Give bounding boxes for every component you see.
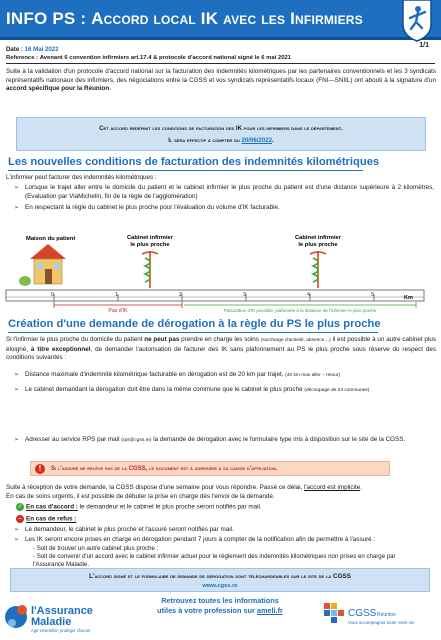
svg-text:l'Assurance: l'Assurance: [31, 605, 93, 617]
footer-info: Retrouvez toutes les informations utiles à votre profession sur ameli.fr: [157, 596, 283, 615]
bullet-same-commune: ➢ Le cabinet demandant la dérogation doit être dans la même commune que le cabinet le plus proche (découpage de 24 communes): [14, 386, 370, 393]
heading-underline: [8, 332, 378, 333]
distance-scale: [6, 290, 424, 301]
info-box-line2: Il sera effectif à compter du 20/06/2022.: [168, 137, 274, 144]
scale-unit: Km: [404, 295, 413, 301]
svg-text:Maladie: Maladie: [31, 616, 72, 628]
bullet-distance-rule: ➢ Lorsque le trajet aller entre le domicile du patient et le cabinet infirmier le plus proche du patient est d'une distance supérieure à 2 kilomètres, (Evaluation par ViaMichelin, fin de la règle de l'agglomération): [14, 184, 434, 200]
heading-underline: [8, 170, 363, 171]
bullet-max-distance: ➢ Distance maximale d'indemnité kilométrique facturable en dérogation est de 20 km par trajet, (40 km max aller – retour): [14, 371, 341, 378]
arrow-bullet-icon: ➢: [14, 527, 20, 533]
arrow-bullet-icon: ➢: [14, 437, 20, 443]
svg-text:CGSS: CGSS: [348, 608, 377, 619]
reference-line: Reference : Avenant 6 convention infirmiers art.17.4 & protocole d'accord national signé le 6 mai 2021: [6, 55, 292, 61]
assurance-maladie-logo: [4, 597, 134, 637]
cabinet1-label-line2: le plus proche: [130, 242, 170, 248]
option-other-cabinet: - Soit de trouver un autre cabinet plus proche ;: [33, 545, 159, 552]
response-delay-text: Suite à réception de votre demande, la CGSS dispose d'une semaine pour vous répondre. Passé ce délai, l'accord est implicite.: [6, 484, 362, 491]
check-icon: ✓: [17, 504, 23, 510]
cgss-website-link[interactable]: www.cgss.re: [202, 583, 238, 589]
scale-tick-label: 1: [115, 292, 119, 298]
scale-tick-label: 0: [51, 292, 55, 298]
no-entry-icon: –: [16, 515, 24, 523]
divider: [6, 63, 435, 64]
house-label: Maison du patient: [26, 236, 76, 242]
ik-distance-diagram: [0, 214, 441, 318]
arrow-bullet-icon: ➢: [14, 537, 20, 543]
section1-lead: L'infirmier peut facturer des indemnités kilométriques :: [6, 174, 157, 181]
bullet-refus-notify: ➢ Le demandeur, le cabinet le plus proche et l'assuré seront notifiés par mail.: [14, 526, 234, 533]
ameli-link[interactable]: ameli.fr: [256, 606, 283, 615]
svg-text:Agir ensemble, protéger chacun: Agir ensemble, protéger chacun: [31, 628, 91, 633]
svg-text:Vous accompagner toute votre v: Vous accompagner toute votre vie: [348, 620, 415, 625]
page-title: INFO PS : Accord local IK avec les Infirmiers: [6, 9, 363, 28]
section-heading-conditions: Les nouvelles conditions de facturation des indemnités kilométriques: [8, 156, 380, 168]
assurance-maladie-emblem: [5, 605, 27, 628]
refus-case: – En cas de refus :: [16, 515, 76, 523]
intro-paragraph: Suite à la validation d'un protocole d'accord national sur la facturation des indemnités kilométriques par les partenaires conventionnels et les 3 syndicats représentatifs nationaux des infirmiers, des négociations entre la CGSS et vos syndicats représentatifs locaux (FNI—SNIIL) ont abouti à la signature d'un accord spécifique pour la Réunion.: [6, 68, 436, 93]
warning-icon: !: [35, 464, 45, 474]
bullet-refus-7days: ➢ Les IK seront encore prises en charge en dérogation pendant 7 jours à compter de la notification afin de permettre à l'assuré :: [14, 536, 376, 543]
cabinet1-label-line1: Cabinet infirmier: [126, 235, 174, 241]
page-number: 1/1: [419, 42, 429, 49]
effective-date-box: [16, 117, 426, 151]
bullet-nearest-rule: ➢ En respectant la règle du cabinet le plus proche pour l'évaluation du volume d'IK facturable.: [14, 204, 280, 211]
derogation-paragraph: Si l'infirmier le plus proche du domicile du patient ne peut pas prendre en charge les soins (surcharge d'activité, absence…) il est possible à un autre cabinet plus éloigné, à titre exceptionnel, de demander l'autorisation de facturer des IK sans plafonnement au PS le plus proche sous réserve du respect des conditions suivantes :: [6, 336, 436, 362]
accord-case: ✓ En cas d'accord : le demandeur et le cabinet le plus proche seront notifiés par mail.: [17, 503, 262, 511]
arrow-bullet-icon: ➢: [14, 205, 20, 211]
section-heading-derogation: Création d'une demande de dérogation à la règle du PS le plus proche: [8, 318, 381, 330]
ik-label: Facturation d'IK possible, plafonnée à la distance de l'infirmier le plus proche: [223, 308, 377, 313]
download-box: [10, 568, 430, 592]
scale-tick-label: 2: [179, 292, 183, 298]
arrow-bullet-icon: ➢: [14, 372, 20, 378]
cgss-logo: [322, 597, 438, 637]
cabinet2-label-line2: le plus proche: [298, 242, 338, 248]
bullet-send-rps: ➢ Adresser au service RPS par mail (rps@cgss.re) la demande de dérogation avec le formulaire type mis à disposition sur le site de la CGSS.: [14, 436, 406, 443]
house-icon: [19, 244, 66, 286]
header-banner: [0, 0, 441, 40]
cgss-emblem: [324, 603, 344, 623]
download-text: L'accord signé et le formulaire de demande de dérogation sont téléchargeables sur le site de la CGSS: [89, 573, 351, 580]
no-ik-label: Pas d'IK: [108, 308, 128, 314]
info-box-line1: Cet accord redéfinit les conditions de facturation des IK pour les infirmiers dans le département.: [99, 125, 343, 132]
arrow-bullet-icon: ➢: [14, 387, 20, 393]
scale-tick-label: 3: [243, 292, 247, 298]
arrow-bullet-icon: ➢: [14, 185, 20, 191]
cabinet2-label-line1: Cabinet infirmier: [294, 235, 342, 241]
urgent-care-text: En cas de soins urgents, il est possible de débuter la prise en charge dès l'envoi de la demande.: [6, 493, 275, 500]
caduceus-icon: [310, 251, 326, 288]
date-line: Date : 16 Mai 2022: [6, 46, 59, 53]
affiliation-warning: ! Si l'assuré ne relève pas de la CGSS, le document est à adresser à sa caisse d'affiliation.: [30, 461, 390, 476]
scale-tick-label: 4: [307, 292, 311, 298]
caduceus-icon: [142, 251, 158, 288]
option-agreement: - Soit de convenir d'un accord avec le cabinet infirmier actuel pour le règlement des indemnités kilométriques non prises en charge par l'Assurance Maladie.: [33, 553, 396, 569]
scale-tick-label: 5: [371, 292, 375, 298]
info-ps-logo: [397, 0, 437, 42]
rps-email-link[interactable]: (rps@cgss.re): [121, 438, 152, 443]
svg-text:Réunion: Réunion: [377, 612, 396, 618]
